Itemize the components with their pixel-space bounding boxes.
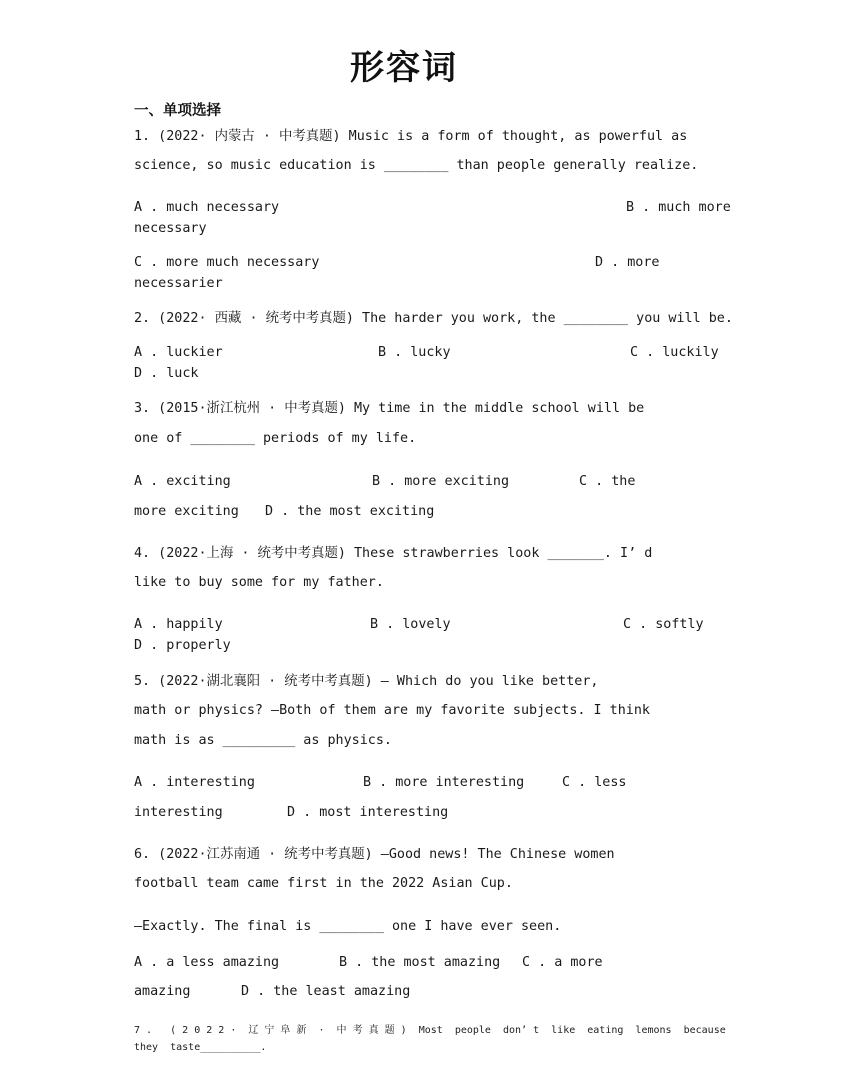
question-5-option-a: A . interesting: [134, 775, 255, 790]
question-3-option-d: D . the most exciting: [265, 504, 435, 519]
question-6-option-b: B . the most amazing: [339, 955, 501, 970]
question-4-option-b: B . lovely: [370, 617, 451, 632]
question-2-option-c: C . luckily: [630, 345, 719, 360]
question-7-line-1: 7 . ( 2 0 2 2 · 辽 宁 阜 新 · 中 考 真 题 ) Most people don’ t like eating lemons because: [134, 1025, 726, 1036]
question-2-option-d: D . luck: [134, 366, 199, 381]
question-3-line-1: 3. (2015·浙江杭州 · 中考真题) My time in the middle school will be: [134, 401, 645, 416]
question-2-option-a: A . luckier: [134, 345, 223, 360]
question-5-line-2: math or physics? —Both of them are my favorite subjects. I think: [134, 703, 650, 718]
question-6-line-1: 6. (2022·江苏南通 · 统考中考真题) —Good news! The Chinese women: [134, 847, 615, 862]
question-1-option-b-cont: necessary: [134, 221, 207, 236]
question-1-line-1: 1. (2022· 内蒙古 · 中考真题) Music is a form of thought, as powerful as: [134, 129, 688, 144]
question-4-option-c: C . softly: [623, 617, 704, 632]
question-5-line-1: 5. (2022·湖北襄阳 · 统考中考真题) — Which do you like better,: [134, 674, 599, 689]
question-3-option-c: C . the: [579, 474, 636, 489]
question-6-option-d: D . the least amazing: [241, 984, 411, 999]
question-4-option-a: A . happily: [134, 617, 223, 632]
question-3-option-b: B . more exciting: [372, 474, 510, 489]
question-3-line-2: one of ________ periods of my life.: [134, 431, 417, 446]
question-1-option-b: B . much more: [626, 200, 731, 215]
question-6-option-c-cont: amazing: [134, 984, 191, 999]
question-5-option-c: C . less: [562, 775, 627, 790]
question-5-option-b: B . more interesting: [363, 775, 525, 790]
question-1-line-2: science, so music education is ________ than people generally realize.: [134, 158, 699, 173]
question-7-line-2: they taste__________.: [134, 1042, 267, 1053]
question-1-option-d-cont: necessarier: [134, 276, 223, 291]
question-4-option-d: D . properly: [134, 638, 231, 653]
question-5-line-3: math is as _________ as physics.: [134, 733, 392, 748]
question-6-line-2: football team came first in the 2022 Asian Cup.: [134, 876, 513, 891]
question-5-option-c-cont: interesting: [134, 805, 223, 820]
page-title: 形容词: [350, 48, 458, 88]
section-heading: 一、单项选择: [134, 103, 221, 119]
question-1-option-a: A . much necessary: [134, 200, 280, 215]
question-1-option-c: C . more much necessary: [134, 255, 320, 270]
question-1-option-d: D . more: [595, 255, 660, 270]
question-4-line-2: like to buy some for my father.: [134, 575, 384, 590]
question-6-line-3: —Exactly. The final is ________ one I have ever seen.: [134, 919, 562, 934]
question-2-option-b: B . lucky: [378, 345, 451, 360]
question-6-option-a: A . a less amazing: [134, 955, 280, 970]
question-5-option-d: D . most interesting: [287, 805, 449, 820]
question-3-option-c-cont: more exciting: [134, 504, 239, 519]
question-4-line-1: 4. (2022·上海 · 统考中考真题) These strawberries look _______. I’ d: [134, 546, 653, 561]
question-6-option-c: C . a more: [522, 955, 603, 970]
question-2-line-1: 2. (2022· 西藏 · 统考中考真题) The harder you work, the ________ you will be.: [134, 311, 733, 326]
question-3-option-a: A . exciting: [134, 474, 231, 489]
